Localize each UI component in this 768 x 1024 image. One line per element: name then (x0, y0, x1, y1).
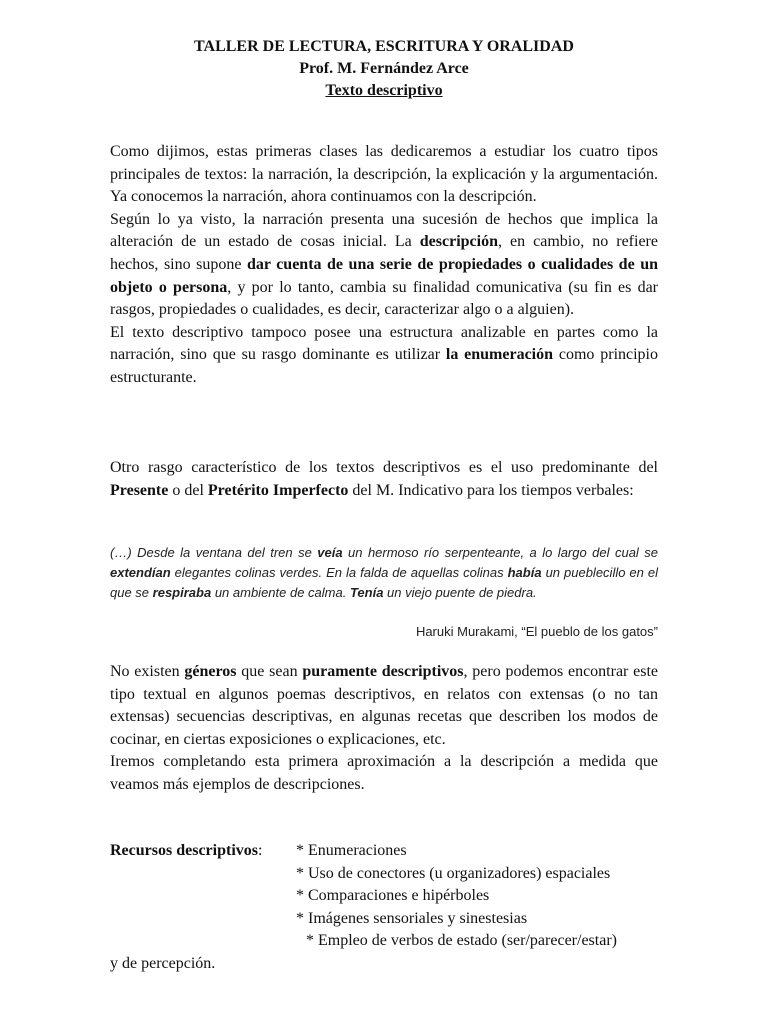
document-header (0, 36, 768, 102)
quote-verb-extendian: extendían (110, 565, 171, 580)
quote-run: un pueblecillo en el que se (110, 565, 658, 600)
text-run: como principio estructurante. (110, 346, 658, 386)
paragraph-definition (110, 209, 658, 322)
text-run: , y por lo tanto, cambia su finalidad comunicativa (su fin es dar rasgos, propiedades o cualidades, es decir, caracterizar algo o a alguien). (110, 278, 658, 319)
list-item: * Enumeraciones (296, 842, 407, 859)
list-item: * Comparaciones e hipérboles (296, 887, 490, 905)
list-item: * Empleo de verbos de estado (ser/parecer/estar) (306, 932, 617, 950)
quote-verb-veia: veía (317, 545, 343, 560)
paragraph-closing: Iremos completando esta primera aproximación a la descripción a medida que veamos más ejemplos de descripciones. (110, 753, 658, 793)
text-run: que sean (236, 663, 303, 680)
quote-run: un hermoso río serpenteante, a lo largo del cual se (342, 545, 658, 560)
quote-run: elegantes colinas verdes. En la falda de aquellas colinas (170, 565, 508, 580)
quote-verb-habia: había (507, 565, 542, 580)
document-author: Prof. M. Fernández Arce (299, 60, 469, 77)
bold-generos: géneros (184, 663, 237, 680)
paragraph-genres (110, 661, 658, 751)
document-title: TALLER DE LECTURA, ESCRITURA Y ORALIDAD (194, 38, 574, 55)
paragraph-verb-tenses (110, 457, 658, 502)
list-item: * Imágenes sensoriales y sinestesias (296, 909, 528, 927)
text-run: Según lo ya visto, la narración presenta una sucesión de hechos que implica la alteración de un estado de cosas inicial. La (110, 210, 658, 251)
document-subtitle: Texto descriptivo (325, 82, 443, 99)
text-run: Otro rasgo característico de los textos descriptivos es el uso predominante del (110, 459, 658, 476)
paragraph-structure (110, 322, 658, 390)
resources-colon: : (257, 842, 263, 859)
quote-run: un ambiente de calma. (211, 585, 350, 600)
bold-propiedades: dar cuenta de una serie de propiedades o cualidades de un objeto o persona (110, 255, 658, 296)
resources-list (296, 840, 617, 953)
example-quote (110, 543, 658, 603)
quote-attribution: Haruki Murakami, “El pueblo de los gatos” (415, 624, 658, 639)
bold-preterito: Pretérito Imperfecto (207, 481, 349, 499)
quote-verb-tenia: Tenía (349, 585, 384, 600)
text-run: o del (168, 481, 208, 499)
genres-section (110, 661, 658, 797)
bold-descripcion: descripción (419, 233, 498, 251)
paragraph-intro: Como dijimos, estas primeras clases las dedicaremos a estudiar los cuatro tipos principales de textos: la narración, la descripción, la explicación y la argumentación. Ya conocemos la narración, ahora continuamos con la descripción. (110, 143, 658, 206)
resources-tail: y de percepción. (110, 955, 216, 972)
intro-section (110, 141, 658, 390)
quote-run: (…) Desde la ventana del tren se (110, 545, 318, 560)
bold-puramente: puramente descriptivos (302, 663, 464, 680)
quote-verb-respiraba: respiraba (152, 585, 212, 600)
bold-presente: Presente (110, 481, 169, 499)
resources-label: Recursos descriptivos (110, 842, 258, 859)
quote-run: un viejo puente de piedra. (383, 585, 537, 600)
text-run: del M. Indicativo para los tiempos verbales: (348, 481, 634, 499)
list-item: * Uso de conectores (u organizadores) espaciales (296, 864, 611, 882)
text-run: , pero podemos encontrar este tipo textual en algunos poemas descriptivos, en relatos con extensas (o no tan extensas) secuencias descriptivas, en algunas recetas que describen los modos de cocinar, en ciertas exposiciones o explicaciones, etc. (110, 663, 659, 748)
text-run: , en cambio, no refiere hechos, sino supone (110, 233, 658, 273)
resources-heading (110, 840, 262, 863)
text-run: El texto descriptivo tampoco posee una estructura analizable en partes como la narración, sino que su rasgo dominante es utilizar (110, 323, 658, 364)
text-run: No existen (110, 663, 185, 680)
verb-tense-section (110, 457, 658, 502)
bold-enumeracion: la enumeración (445, 346, 554, 364)
